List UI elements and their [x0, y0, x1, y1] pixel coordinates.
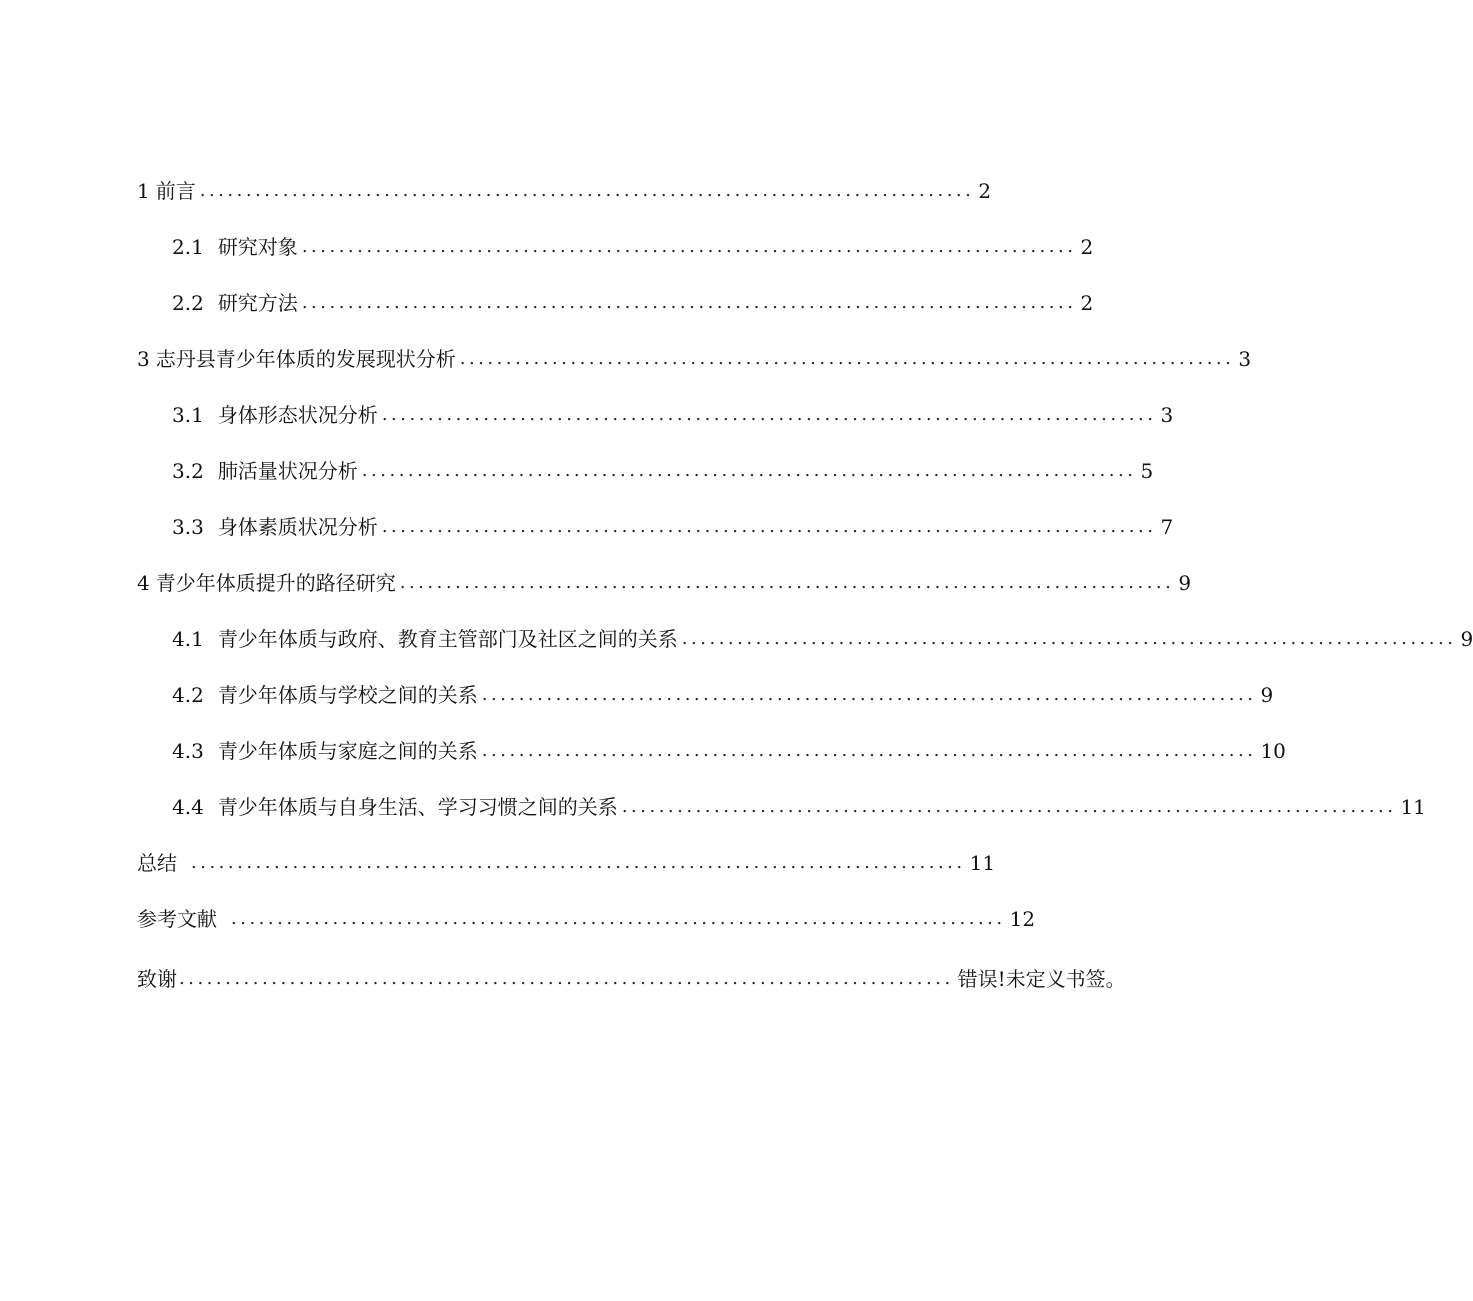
toc-entry-page: 11 — [969, 851, 996, 875]
toc-entry-title: 参考文献 — [137, 907, 217, 931]
toc-entry[interactable] — [172, 678, 1274, 712]
toc-entry-number: 4.2 — [172, 683, 204, 707]
toc-entry-number: 3.1 — [172, 403, 204, 427]
dot-leader: .................................................................................... — [381, 516, 1157, 537]
toc-entry-page: 3 — [1160, 403, 1174, 427]
toc-entry-number: 3.3 — [172, 515, 204, 539]
toc-entry[interactable] — [172, 622, 1473, 656]
dot-leader: .................................................................................... — [179, 968, 954, 989]
toc-entry-number: 4.3 — [172, 739, 204, 763]
toc-entry-title: 青少年体质提升的路径研究 — [155, 571, 396, 595]
toc-entry-title: 研究方法 — [217, 291, 298, 315]
dot-leader: .................................................................................... — [621, 796, 1397, 817]
dot-leader: .................................................................................... — [399, 572, 1175, 593]
toc-entry-title: 肺活量状况分析 — [217, 459, 358, 483]
dot-leader: .................................................................................... — [381, 404, 1157, 425]
toc-entry-number: 4.4 — [172, 795, 204, 819]
dot-leader: .................................................................................... — [459, 348, 1235, 369]
dot-leader: .................................................................................... — [199, 180, 975, 201]
toc-entry-title: 青少年体质与学校之间的关系 — [217, 683, 478, 707]
toc-entry[interactable] — [137, 962, 1126, 996]
toc-entry-page: 2 — [1080, 235, 1094, 259]
toc-entry-title: 前言 — [155, 179, 196, 203]
dot-leader: .................................................................................... — [481, 684, 1257, 705]
toc-entry-number: 1 — [137, 179, 150, 203]
toc-entry[interactable] — [172, 286, 1094, 320]
dot-leader: .................................................................................... — [361, 460, 1137, 481]
toc-entry[interactable] — [172, 398, 1174, 432]
toc-entry-title: 研究对象 — [217, 235, 298, 259]
toc-entry-page: 2 — [978, 179, 992, 203]
toc-entry-page: 5 — [1140, 459, 1154, 483]
toc-entry-number: 3 — [137, 347, 150, 371]
toc-entry[interactable] — [172, 734, 1286, 768]
toc-entry-number: 2.1 — [172, 235, 204, 259]
toc-entry-title: 志丹县青少年体质的发展现状分析 — [155, 347, 456, 371]
toc-entry[interactable] — [172, 230, 1094, 264]
toc-entry-title: 身体形态状况分析 — [217, 403, 378, 427]
toc-entry[interactable] — [137, 566, 1192, 600]
dot-leader: .................................................................................... — [681, 628, 1457, 649]
dot-leader: .................................................................................... — [301, 236, 1077, 257]
toc-entry-number: 4.1 — [172, 627, 204, 651]
toc-entry-page: 7 — [1160, 515, 1174, 539]
toc-entry-page: 9 — [1460, 627, 1473, 651]
toc-entry-page: 9 — [1178, 571, 1192, 595]
toc-entry-page: 12 — [1009, 907, 1036, 931]
toc-entry-number: 3.2 — [172, 459, 204, 483]
toc-entry-page: 3 — [1238, 347, 1252, 371]
toc-entry-page: 错误!未定义书签。 — [957, 967, 1126, 991]
toc-entry[interactable] — [172, 454, 1154, 488]
toc-entry[interactable] — [172, 790, 1426, 824]
toc-entry-title: 青少年体质与政府、教育主管部门及社区之间的关系 — [217, 627, 678, 651]
toc-entry-title: 青少年体质与家庭之间的关系 — [217, 739, 478, 763]
dot-leader: .................................................................................... — [231, 908, 1006, 929]
toc-entry[interactable] — [137, 902, 1036, 936]
toc-entry-page: 11 — [1400, 795, 1426, 819]
toc-entry-page: 10 — [1260, 739, 1286, 763]
toc-entry[interactable] — [137, 342, 1252, 376]
dot-leader: .................................................................................... — [191, 852, 966, 873]
toc-entry[interactable] — [172, 510, 1174, 544]
toc-entry[interactable] — [137, 174, 992, 208]
toc-entry-title: 身体素质状况分析 — [217, 515, 378, 539]
toc-entry-number: 4 — [137, 571, 150, 595]
toc-entry-page: 2 — [1080, 291, 1094, 315]
toc-entry-page: 9 — [1260, 683, 1274, 707]
dot-leader: .................................................................................... — [301, 292, 1077, 313]
toc-entry[interactable] — [137, 846, 996, 880]
toc-entry-title: 致谢 — [137, 967, 177, 991]
toc-entry-number: 2.2 — [172, 291, 204, 315]
toc-entry-title: 总结 — [137, 851, 177, 875]
toc-entry-title: 青少年体质与自身生活、学习习惯之间的关系 — [217, 795, 618, 819]
dot-leader: .................................................................................... — [481, 740, 1257, 761]
